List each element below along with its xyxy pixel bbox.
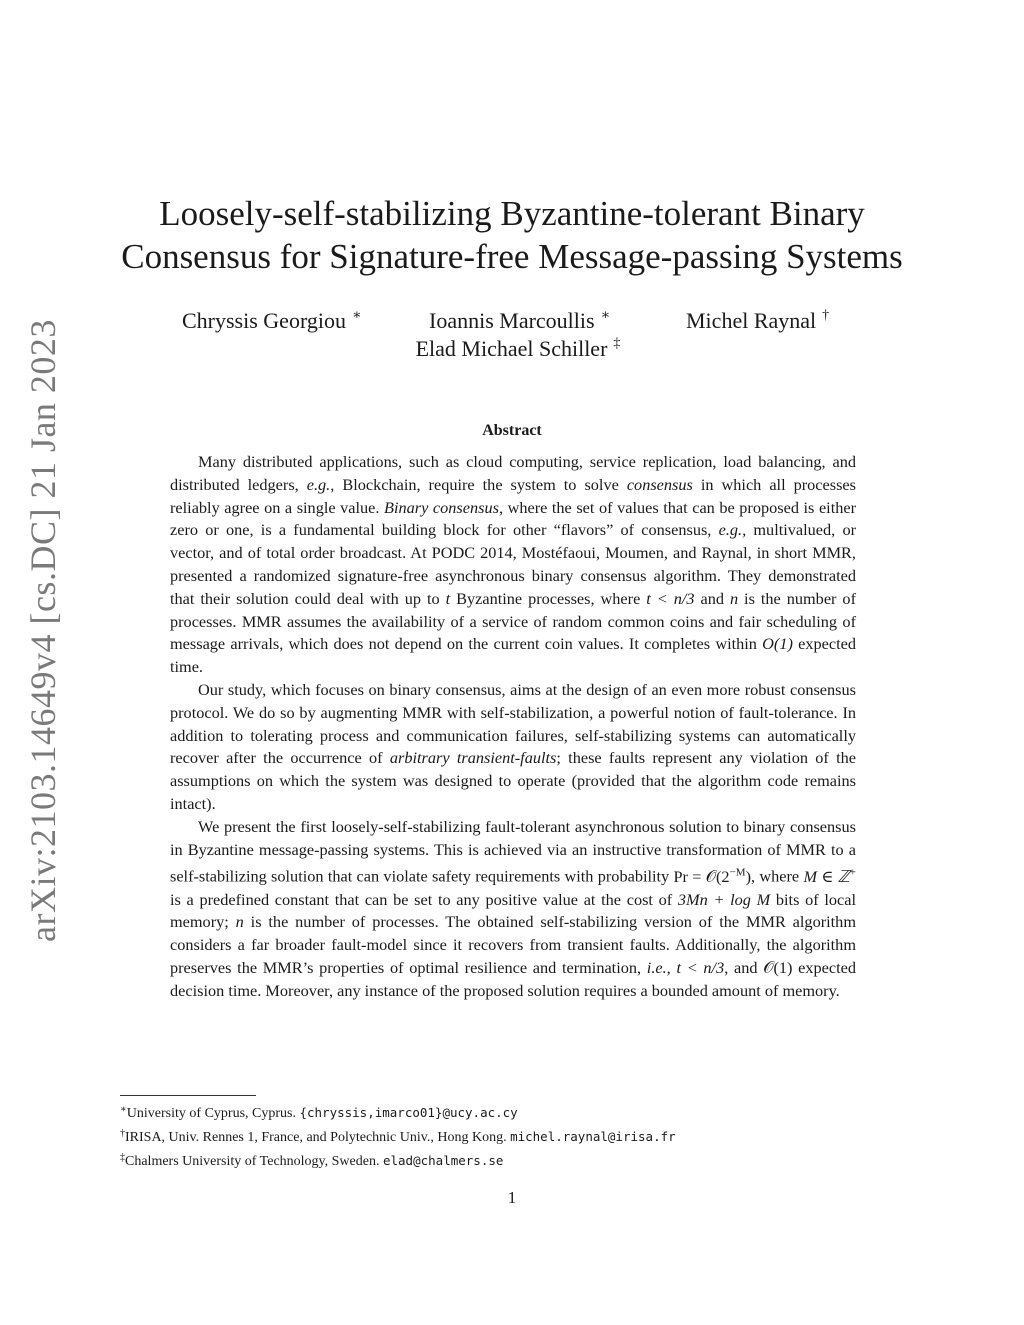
emphasis: e.g.,	[718, 520, 747, 540]
math-expression: t < n/3	[646, 588, 695, 608]
math-part: Pr = 𝒪(2	[673, 866, 730, 886]
author-row-1	[120, 302, 904, 333]
math-expression: t < n/3	[676, 957, 725, 977]
footnote-mark: †	[120, 1128, 125, 1139]
math-expression	[803, 867, 856, 886]
text-run: multivalued, or vector, and of total order broadcast. At PODC 2014, Mostéfaoui, Moumen, and Raynal, in short MMR, presented a randomized signature-free asynchronous binary consensus algorithm. They demonstrated that their solution could deal with up to	[170, 520, 857, 608]
title-line-2: Consensus for Signature-free Message-passing Systems	[121, 237, 903, 276]
abstract-paragraph-2	[170, 679, 856, 816]
text-run: in which all processes reliably agree on a single value.	[170, 474, 856, 517]
author-georgiou	[182, 302, 362, 335]
math-superscript: +	[849, 866, 856, 879]
math-var: n	[729, 588, 739, 608]
emphasis: e.g.,	[306, 474, 335, 494]
footnote-ucy	[120, 1100, 904, 1124]
abstract-heading: Abstract	[482, 422, 542, 439]
footnote-text: University of Cyprus, Cyprus.	[126, 1106, 300, 1121]
math-expression: 𝒪(1)	[763, 957, 793, 977]
abstract-paragraph-3	[170, 816, 856, 1003]
emphasis: consensus	[626, 474, 693, 494]
author-name: Elad Michael Schiller	[415, 336, 608, 361]
math-superscript: −M	[729, 866, 746, 879]
affiliation-mark: ∗	[352, 308, 362, 323]
page-number: 1	[507, 1188, 517, 1207]
text-run: and	[694, 588, 730, 608]
abstract-body	[170, 451, 856, 1003]
paper-title	[120, 192, 904, 278]
author-list	[120, 302, 904, 363]
author-schiller	[416, 336, 621, 361]
text-run: is the number of processes. MMR assumes the availability of a service of random common coins and fair scheduling of message arrivals, which does not depend on the current coin values. It completes within	[170, 588, 856, 654]
footnote-text: Chalmers University of Technology, Sweden.	[125, 1154, 383, 1169]
author-name: Ioannis Marcoullis	[429, 308, 595, 333]
footnote-irisa	[120, 1124, 904, 1148]
text-run: is the number of processes. The obtained self-stabilizing version of the MMR algorithm considers a far broader fault-model since it recovers from transient faults. Additionally, the algorithm preserves the MMR’s properties of optimal resilience and termination,	[170, 912, 856, 977]
footnotes	[120, 1100, 904, 1172]
author-raynal	[686, 302, 829, 335]
text-run: is a predefined constant that can be set to any positive value at the cost of	[170, 889, 678, 909]
emphasis: i.e.,	[646, 957, 671, 977]
emphasis: arbitrary transient-faults	[389, 748, 557, 768]
text-run: expected time.	[170, 634, 856, 677]
math-var: t	[445, 588, 451, 608]
text-run: Blockchain, require the system to solve	[334, 474, 627, 494]
text-run: , where	[750, 866, 804, 886]
text-run: , and	[724, 957, 764, 977]
footnote-divider	[120, 1095, 256, 1096]
arxiv-identifier: arXiv:2103.14649v4 [cs.DC] 21 Jan 2023	[23, 319, 63, 942]
title-line-1: Loosely-self-stabilizing Byzantine-tolerant Binary	[159, 194, 865, 233]
footnote-email: elad@chalmers.se	[382, 1153, 504, 1168]
author-name: Michel Raynal	[686, 308, 817, 333]
emphasis: Binary consensus	[384, 497, 499, 517]
affiliation-mark: ‡	[613, 336, 621, 351]
author-marcoullis	[429, 302, 610, 335]
math-expression: 3Mn + log M	[677, 889, 771, 909]
affiliation-mark: ∗	[600, 308, 611, 323]
math-part: M ∈ ℤ	[803, 866, 850, 886]
footnote-mark: ∗	[120, 1104, 127, 1115]
text-run: Many distributed applications, such as cloud computing, service replication, load balancing, and distributed ledgers,	[170, 452, 856, 494]
footnote-text: IRISA, Univ. Rennes 1, France, and Polytechnic Univ., Hong Kong.	[125, 1130, 511, 1145]
math-part: )	[745, 866, 751, 886]
footnote-mark: ‡	[120, 1152, 125, 1163]
abstract-paragraph-1	[170, 451, 856, 679]
text-run: bits of local memory;	[170, 889, 856, 932]
text-run: expected decision time. Moreover, any instance of the proposed solution requires a bounded amount of memory.	[170, 957, 857, 1000]
text-run: Byzantine processes, where	[450, 588, 647, 608]
text-run: We present the first loosely-self-stabilizing fault-tolerant asynchronous solution to binary consensus in Byzantine message-passing systems. This is achieved via an instructive transformation of MMR to a self-stabilizing solution that can violate safety requirements with probability	[170, 816, 856, 886]
math-var: n	[235, 912, 244, 932]
math-expression: O(1)	[762, 634, 793, 654]
footnote-email: michel.raynal@irisa.fr	[510, 1129, 676, 1144]
text-run: , where the set of values that can be proposed is either zero or one, is a fundamental building block for other “flavors” of consensus,	[170, 497, 857, 540]
author-name: Chryssis Georgiou	[182, 308, 346, 333]
text-run: Our study, which focuses on binary consensus, aims at the design of an even more robust consensus protocol. We do so by augmenting MMR with self-stabilization, a powerful notion of fault-tolerance. In addition to tolerating process and communication failures, self-stabilizing systems can automatically recover after the occurrence of	[170, 679, 856, 768]
footnote-chalmers	[120, 1148, 904, 1172]
footnote-email: {chryssis,imarco01}@ucy.ac.cy	[299, 1105, 518, 1120]
math-expression	[674, 867, 751, 886]
text-run: ; these faults represent any violation of the assumptions on which the system was designed to operate (provided that the algorithm code remains intact).	[170, 748, 856, 813]
affiliation-mark: †	[822, 308, 830, 323]
